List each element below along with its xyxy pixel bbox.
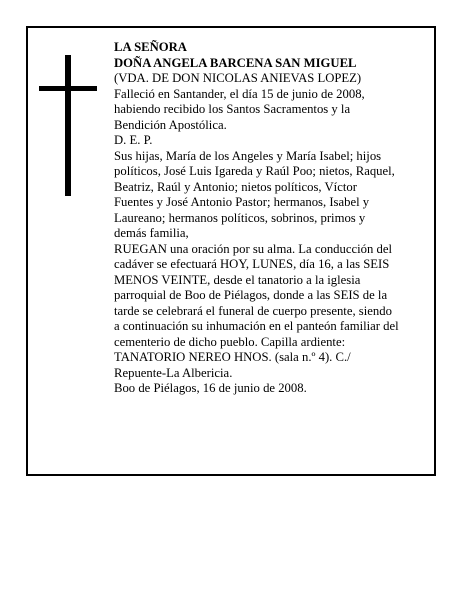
funeral-line: tarde se celebrará el funeral de cuerpo presente, siendo [114, 303, 392, 318]
death-line: Falleció en Santander, el día 15 de junio de 2008, [114, 86, 365, 101]
funeral-line: parroquial de Boo de Piélagos, donde a las SEIS de la [114, 288, 388, 302]
family-line: Laureano; hermanos políticos, sobrinos, primos y [114, 210, 366, 225]
widow-of: (VDA. DE DON NICOLAS ANIEVAS LOPEZ) [114, 71, 362, 85]
ruegan-word: RUEGAN [114, 241, 167, 256]
death-line: habiendo recibido los Santos Sacramentos y la [114, 102, 351, 116]
family-line: Sus hijas, María de los Angeles y María Isabel; hijos [114, 148, 382, 163]
funeral-line: a continuación su inhumación en el panteón familiar del [114, 319, 399, 333]
family-line: Beatriz, Raúl y Antonio; nietos políticos, Víctor [114, 179, 357, 194]
death-line: Bendición Apostólica. [114, 117, 227, 132]
cross-icon [65, 55, 71, 196]
cross-icon-bar [39, 86, 97, 91]
funeral-line: Repuente-La Albericia. [114, 365, 233, 380]
deceased-name: DOÑA ANGELA BARCENA SAN MIGUEL [114, 55, 357, 70]
family-line: demás familia, [114, 226, 189, 240]
funeral-line: MENOS VEINTE, desde el tanatorio a la iglesia [114, 272, 361, 287]
funeral-line: TANATORIO NEREO HNOS. (sala n.º 4). C./ [114, 350, 351, 364]
funeral-line: cadáver se efectuará HOY, LUNES, día 16, a las SEIS [114, 257, 390, 271]
place-date: Boo de Piélagos, 16 de junio de 2008. [114, 381, 307, 395]
family-line: Fuentes y José Antonio Pastor; hermanos, Isabel y [114, 195, 370, 209]
funeral-line: cementerio de dicho pueblo. Capilla ardiente: [114, 334, 346, 349]
obituary-text [114, 40, 424, 397]
ruegan-line [114, 242, 424, 258]
family-line: políticos, José Luis Igareda y Raúl Poo; nietos, Raquel, [114, 164, 395, 178]
ruegan-rest: una oración por su alma. La conducción del [166, 241, 392, 256]
notice-title: LA SEÑORA [114, 40, 187, 54]
dep-line: D. E. P. [114, 133, 153, 147]
